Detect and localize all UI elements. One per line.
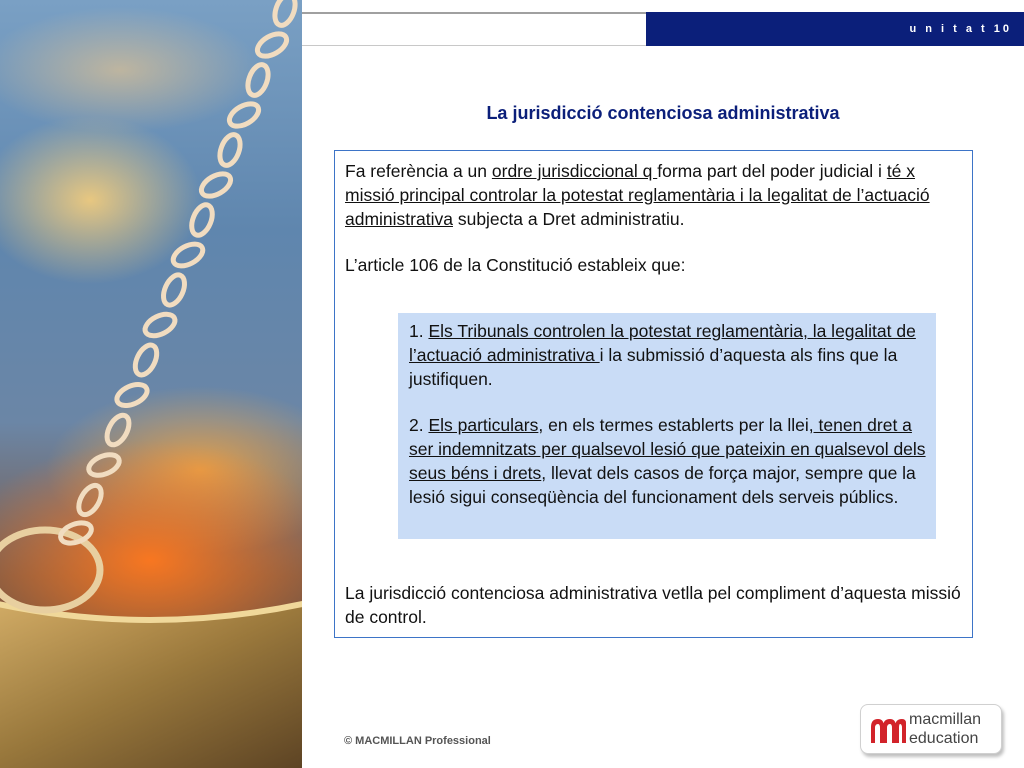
- paragraph-article-intro: L’article 106 de la Constitució estableix que:: [345, 255, 686, 275]
- quote-item-1: [409, 319, 929, 391]
- logo-line-1: macmillan: [909, 711, 982, 728]
- macmillan-logo-icon: [869, 713, 907, 747]
- scales-of-justice-photo: [0, 0, 302, 768]
- underlined-text: Els Tribunals controlen la potestat reglamentària, la legalitat de l’actuació administrativa: [409, 321, 916, 365]
- slide-title: La jurisdicció contenciosa administrativa: [486, 103, 840, 123]
- copyright-notice: © MACMILLAN Professional: [344, 735, 491, 747]
- text-run: , llevat dels casos de força major, sempre que la lesió sigui conseqüència del funcionament dels serveis públics.: [409, 463, 916, 507]
- text-run: subjecta a Dret administratiu.: [452, 209, 685, 229]
- text-run: i la submissió d’aquesta als fins que la justifiquen.: [409, 345, 898, 389]
- text-run: Fa referència a un: [345, 161, 492, 181]
- macmillan-education-logo: [860, 704, 1002, 754]
- text-run: forma part del poder judicial i: [657, 161, 887, 181]
- logo-line-2: education: [909, 730, 979, 747]
- underlined-text: , tenen dret a ser indemnitzats per qualsevol lesió que pateixin en qualsevol dels seus béns i drets: [409, 415, 926, 483]
- underlined-text: té x missió principal controlar la potestat reglamentària i la legalitat de l’actuació administrativa: [345, 161, 930, 229]
- chain-illustration: [0, 0, 302, 768]
- header-bar: [646, 12, 1024, 46]
- constitution-quote-box: [398, 313, 936, 539]
- paragraph-definition: [345, 159, 965, 231]
- underlined-text: ordre jurisdiccional q: [491, 161, 658, 181]
- content-box: [334, 150, 973, 638]
- text-run: 2.: [409, 415, 429, 435]
- underlined-text: Els particulars: [428, 415, 539, 435]
- text-run: , en els termes establerts per la llei: [538, 415, 809, 435]
- quote-item-2: [409, 413, 929, 509]
- paragraph-conclusion: La jurisdicció contenciosa administrativa vetlla pel compliment d’aquesta missió de control.: [345, 583, 961, 627]
- header-rule: [302, 12, 646, 46]
- unit-label: u n i t a t 10: [909, 23, 1012, 35]
- text-run: 1.: [409, 321, 429, 341]
